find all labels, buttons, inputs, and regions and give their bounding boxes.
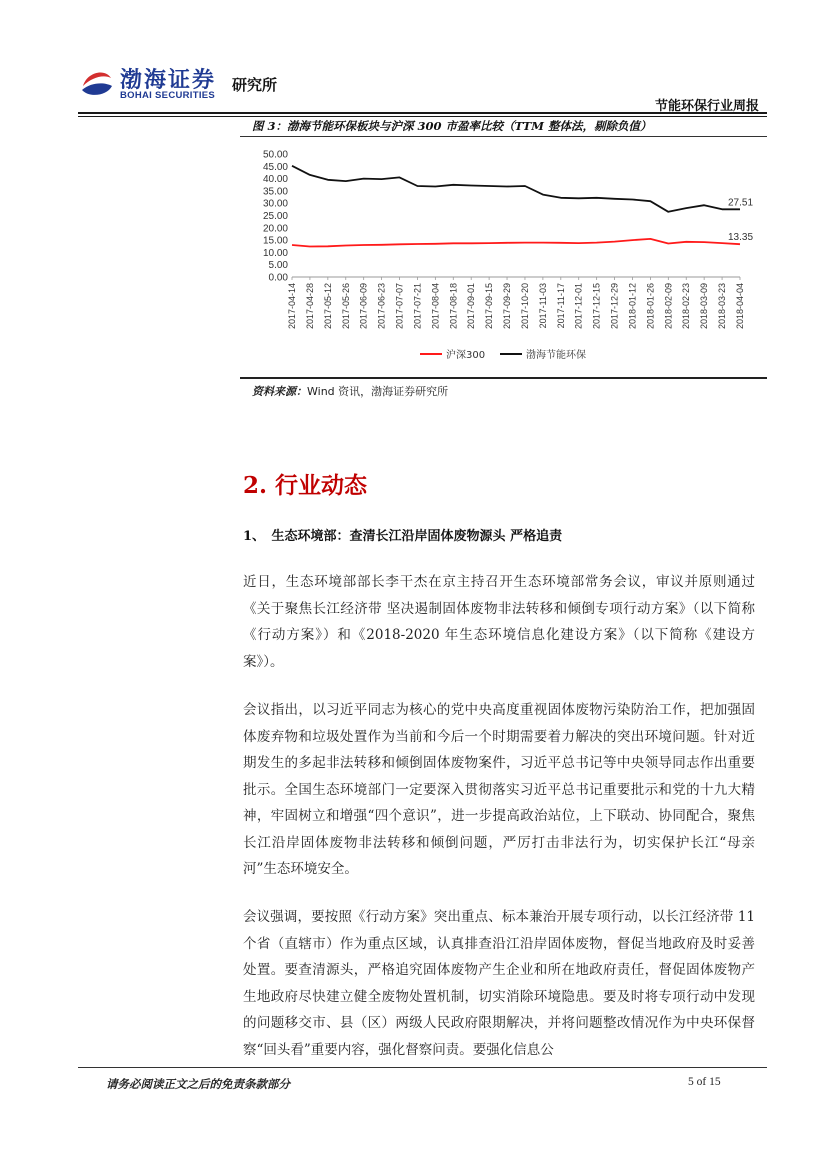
x-tick-label: 2017-06-23	[376, 283, 387, 330]
x-tick-label: 2017-12-15	[591, 283, 602, 330]
y-tick-label: 10.00	[262, 247, 288, 259]
series-line-bohai-env	[292, 166, 740, 212]
x-tick-label: 2018-04-04	[735, 283, 745, 330]
report-title: 节能环保行业周报	[654, 99, 759, 114]
series-line-hs300	[292, 239, 740, 247]
y-tick-label: 20.00	[262, 223, 288, 235]
figure-bottom-rule	[240, 377, 767, 379]
logo-chinese-name: 渤海证券	[120, 67, 217, 93]
x-tick-label: 2017-09-29	[502, 283, 513, 330]
section-title: 2. 行业动态	[243, 472, 368, 499]
x-tick-label: 2017-04-28	[304, 283, 315, 330]
page-number: 5 of 15	[688, 1076, 721, 1088]
y-tick-label: 15.00	[262, 235, 288, 247]
source-text: Wind 资讯，渤海证券研究所	[307, 385, 449, 398]
x-tick-label: 2017-10-20	[519, 283, 530, 330]
x-tick-label: 2017-07-07	[394, 283, 405, 330]
series-end-label: 13.35	[728, 232, 754, 244]
logo-institute: 研究所	[232, 76, 278, 94]
figure-top-rule	[240, 136, 767, 137]
x-tick-label: 2017-05-12	[322, 283, 333, 330]
source-label: 资料来源：	[252, 385, 307, 398]
x-tick-label: 2018-02-23	[681, 283, 692, 330]
x-tick-label: 2018-03-09	[699, 283, 710, 330]
pe-ratio-line-chart	[240, 140, 767, 372]
news-subheading: 1、 生态环境部：查清长江沿岸固体废物源头 严格追责	[243, 529, 563, 544]
x-tick-label: 2017-11-17	[555, 283, 566, 329]
logo-english-name: BOHAI SECURITIES	[120, 90, 216, 101]
y-tick-label: 35.00	[262, 186, 288, 198]
x-tick-label: 2017-12-01	[573, 283, 584, 330]
legend-label: 渤海节能环保	[526, 350, 586, 361]
x-tick-label: 2017-09-01	[466, 283, 477, 330]
paragraph-1: 近日，生态环境部部长李干杰在京主持召开生态环境部常务会议，审议并原则通过《关于聚焦长江经济带 坚决遏制固体废物非法转移和倾倒专项行动方案》（以下简称《行动方案》）和《2018-2020 年生态环境信息化建设方案》（以下简称《建设方案》）。	[243, 574, 755, 670]
header-divider	[78, 112, 767, 114]
x-tick-label: 2018-01-26	[645, 283, 656, 330]
y-tick-label: 5.00	[268, 260, 288, 272]
x-tick-label: 2017-05-26	[340, 283, 351, 330]
footer-disclaimer: 请务必阅读正文之后的免责条款部分	[106, 1077, 290, 1091]
x-tick-label: 2018-01-12	[627, 283, 638, 330]
y-tick-label: 30.00	[262, 198, 288, 210]
header-divider-thin	[78, 116, 767, 117]
paragraph-3: 会议强调，要按照《行动方案》突出重点、标本兼治开展专项行动，以长江经济带 11 个省（直辖市）作为重点区域，认真排查沿江沿岸固体废物，督促当地政府及时妥善处置。要查清源头，严格追究固体废物产生企业和所在地政府责任，督促固体废物产生地政府尽快建立健全废物处置机制，切实消除环境隐患。要及时将专项行动中发现的问题移交市、县（区）两级人民政府限期解决，并将问题整改情况作为中央环保督察“回头看”重要内容，强化督察问责。要强化信息公	[243, 909, 755, 1058]
x-tick-label: 2017-06-09	[358, 283, 369, 330]
y-tick-label: 40.00	[262, 174, 288, 186]
series-end-label: 27.51	[728, 197, 754, 209]
x-tick-label: 2018-03-23	[717, 283, 728, 330]
footer-divider	[78, 1067, 767, 1068]
x-tick-label: 2017-12-29	[609, 283, 620, 330]
x-tick-label: 2017-08-18	[448, 283, 459, 330]
y-tick-label: 0.00	[268, 272, 288, 284]
figure-caption: 图 3：渤海节能环保板块与沪深 300 市盈率比较（TTM 整体法，剔除负值）	[252, 119, 652, 133]
x-tick-label: 2017-07-21	[412, 283, 423, 330]
x-tick-label: 2017-11-03	[537, 283, 548, 329]
company-logo-icon	[79, 64, 115, 100]
x-tick-label: 2017-09-15	[484, 283, 495, 330]
legend-label: 沪深300	[446, 350, 486, 361]
y-tick-label: 45.00	[262, 161, 288, 173]
figure-source	[252, 383, 448, 399]
x-tick-label: 2018-02-09	[663, 283, 674, 330]
y-tick-label: 25.00	[262, 211, 288, 222]
y-tick-label: 50.00	[262, 149, 288, 161]
x-tick-label: 2017-04-14	[287, 283, 297, 330]
x-tick-label: 2017-08-04	[430, 283, 441, 330]
paragraph-2: 会议指出，以习近平同志为核心的党中央高度重视固体废物污染防治工作，把加强固体废弃物和垃圾处置作为当前和今后一个时期需要着力解决的突出环境问题。针对近期发生的多起非法转移和倾倒固体废物案件，习近平总书记等中央领导同志作出重要批示。全国生态环境部门一定要深入贯彻落实习近平总书记重要批示和党的十九大精神，牢固树立和增强“四个意识”，进一步提高政治站位，上下联动、协同配合，聚焦长江沿岸固体废物非法转移和倾倒问题，严厉打击非法行为，切实保护长江“母亲河”生态环境安全。	[243, 702, 755, 877]
